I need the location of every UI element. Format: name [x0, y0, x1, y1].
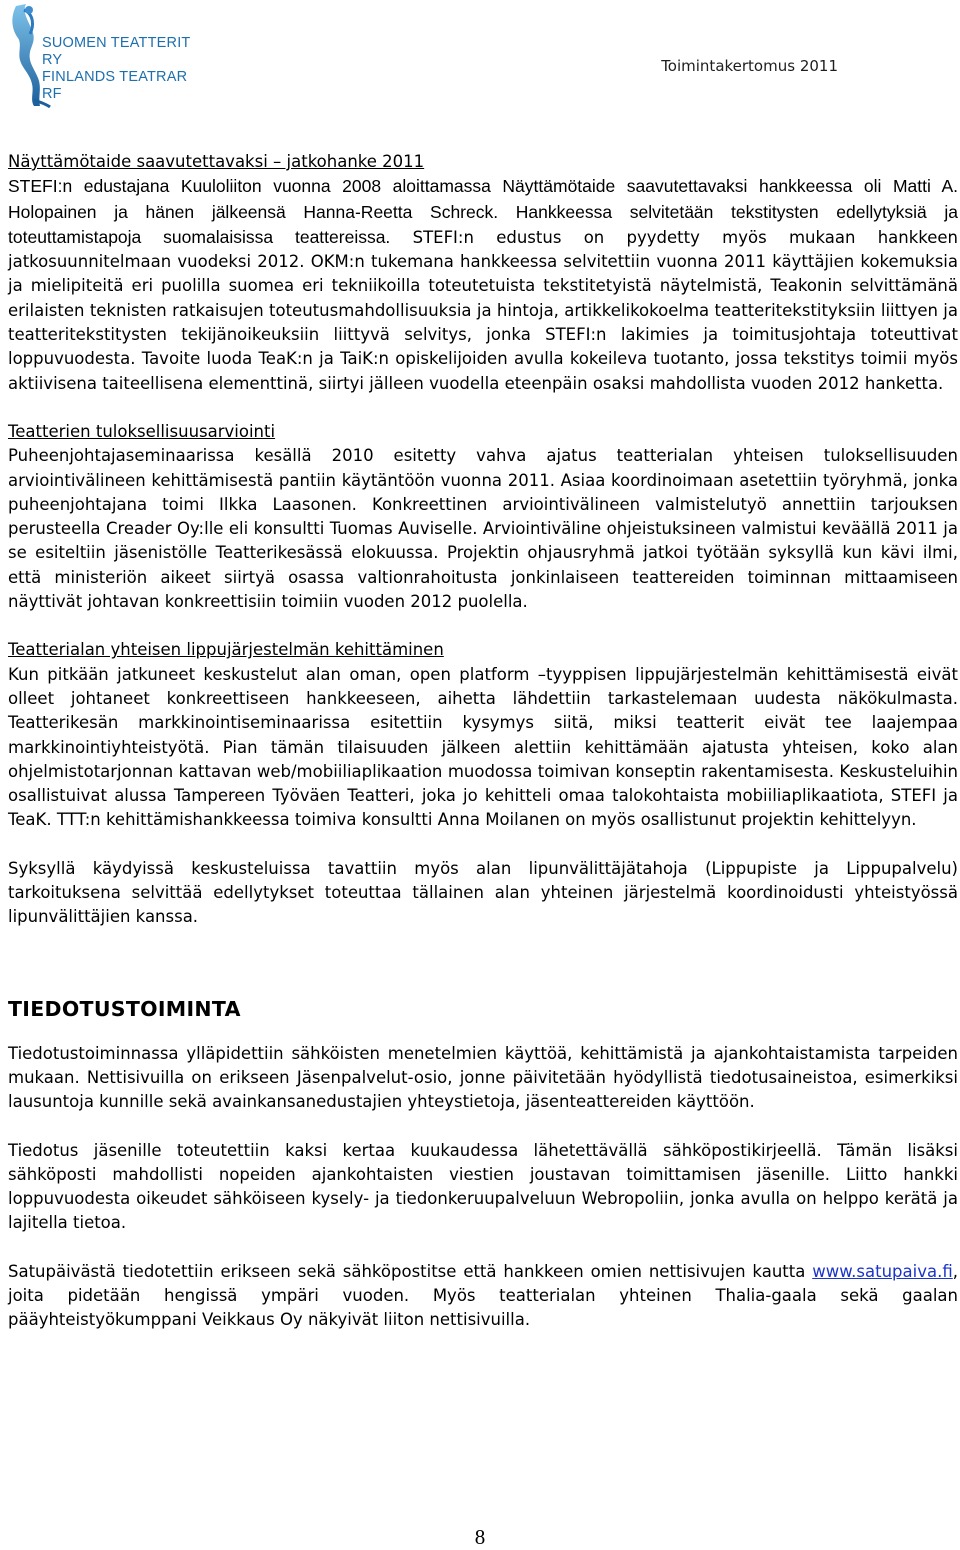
- spacer: [8, 396, 958, 420]
- spacer: [8, 614, 958, 638]
- spacer: [8, 1022, 958, 1042]
- paragraph-text-segment: STEFI:n edustajana Kuuloliiton vuonna 2008 aloittamassa Näyttämötaide saavutettavaksi hankkeessa oli Matti A. Holopainen ja hänen jälkeensä Hanna-Reetta Schreck. Hankkeessa selvitetään tekstitysten edellytyksiä ja toteuttamistapoja suomalaisissa teattereissa.: [8, 176, 958, 247]
- communications-paragraph-2: Tiedotus jäsenille toteutettiin kaksi kertaa kuukaudessa lähetettävällä sähköpostikirjeellä. Tämän lisäksi sähköposti mahdollisti nopeiden ajankohtaisten viestien joustavan toimittamisen jäsenille. Liitto hankki loppuvuodesta oikeudet sähköiseen kysely- ja tiedonkeruupalveluun Webropoliin, jonka avulla on helppo kerätä ja lajitella tietoa.: [8, 1140, 958, 1233]
- paragraph-text-segment: , joita pidetään hengissä ympäri vuoden. Myös teatterialan yhteinen Thalia-gaala sekä gaalan pääyhteistyökumppani Veikkaus Oy näkyivät liiton nettisivuilla.: [8, 1261, 958, 1330]
- section-heading-performance-evaluation: Teatterien tuloksellisuusarviointi: [8, 421, 276, 441]
- page-number: 8: [474, 1525, 486, 1549]
- paragraph-text-segment: STEFI:n edustus on pyydetty myös mukaan hankkeen jatkosuunnitelmaan vuodeksi 2012. OKM:n tukemana hankkeessa selvitettiin vuonna 2011 käyttäjien kokemuksia ja mielipiteitä eri puolilla suomea eri tekniikoilla toteutetuista tekstitetyistä näytelmistä, Teakonin selvittämänä erilaisten teknisten ratkaisujen toteutusmahdollisuuksia ja hintoja, artikkelikokoelma teatteritekstityksiin liittyen ja teatteritekstitysten tekijänoikeuksiin liittyvä selvitys, jonka STEFI:n lakimies ja toimitusjohtaja toteuttivat loppuvuodesta. Tavoite luoda TeaK:n ja TaiK:n opiskelijoiden avulla kokeileva tuotanto, jossa tekstitys toimii myös aktiivisena taiteellisena elementtinä, siirtyi jälleen vuodella eteenpäin osaksi mahdollista vuoden 2012 hanketta.: [8, 227, 959, 393]
- spacer: [8, 1115, 958, 1139]
- communications-paragraph-1: Tiedotustoiminnassa ylläpidettiin sähköisten menetelmien käyttöä, kehittämistä ja ajankohtaistamista tarpeiden mukaan. Nettisivuilla on erikseen Jäsenpalvelut-osio, jonne päivitetään hyödyllistä tiedotusaineistoa, esimerkiksi lausuntoja kunnille sekä avainkansanedustajien yhteystietoja, jäsenteattereiden käyttöön.: [8, 1043, 958, 1112]
- section-heading-ticketing-system: Teatterialan yhteisen lippujärjestelmän kehittäminen: [8, 640, 444, 660]
- section-heading-accessible-theatre: Näyttämötaide saavutettavaksi – jatkohanke 2011: [8, 152, 425, 171]
- satupaiva-link[interactable]: www.satupaiva.fi: [812, 1261, 953, 1281]
- section-paragraph-accessible-theatre: [8, 174, 958, 396]
- spacer: [8, 1236, 958, 1260]
- section-title-communications: TIEDOTUSTOIMINTA: [8, 996, 241, 1021]
- paragraph-text-segment: Satupäivästä tiedotettiin erikseen sekä sähköpostitse että hankkeen omien nettisivujen kautta: [8, 1261, 813, 1281]
- spacer: [8, 930, 958, 996]
- section-paragraph-ticketing-system: Kun pitkään jatkuneet keskustelut alan oman, open platform –tyyppisen lippujärjestelmän kehittämisestä eivät olleet johtaneet konkreettiseen hankkeeseen, aihetta lähdettiin tarkastelemaan uudesta näkökulmasta. Teatterikesän markkinointiseminaarissa esitettiin kysymys siitä, miksi teatterit eivät tee laajempaa markkinointiyhteistyötä. Pian tämän tilaisuuden jälkeen alettiin kehittämään ajatusta yhteisen, koko alan ohjelmistotarjonnan kattavan web/mobiiliaplikaation muodossa toimivan konseptin rakentamisesta. Keskusteluihin osallistuivat alussa Tampereen Työväen Teatteri, joka jo kehitteli omaa talokohtaista mobiiliaplikaatiota, STEFI ja TeaK. TTT:n kehittämishankkeessa toimiva konsultti Anna Moilanen on myös osallistunut projektin kehittelyyn.: [8, 664, 958, 830]
- document-body: [8, 150, 958, 1333]
- report-title: Toimintakertomus 2011: [661, 57, 838, 75]
- logo-line-1: SUOMEN TEATTERIT RY: [42, 35, 191, 68]
- logo-line-2: FINLANDS TEATRAR RF: [42, 69, 188, 102]
- section-paragraph-performance-evaluation: Puheenjohtajaseminaarissa kesällä 2010 esitetty vahva ajatus teatterialan yhteisen tuloksellisuuden arviointivälineen kehittämisestä pantiin käytäntöön vuonna 2011. Asiaa koordinoimaan asetettiin työryhmä, jonka puheenjohtajana toimi Ilkka Laasonen. Konkreettinen arviointivälineen valmistelutyö annettiin tarjouksen perusteella Creader Oy:lle eli konsultti Tuomas Auviselle. Arviointiväline ohjeistuksineen valmistui keväällä 2011 ja se esiteltiin jäsenistölle Teatterikesässä elokuussa. Projektin ohjausryhmä jatkoi työtään syksyllä kun kävi ilmi, että ministeriön aikeet siirtyä osassa valtionrahoitusta jonkinlaiseen teattereiden toiminnan mittaamiseen näyttivät johtavan konkreettisiin toimiin vuoden 2012 puolella.: [8, 446, 958, 612]
- logo-wordmark: [42, 35, 204, 103]
- communications-paragraph-3: [8, 1260, 958, 1333]
- organization-logo: [4, 4, 204, 108]
- section-paragraph-ticketing-system-2: Syksyllä käydyissä keskusteluissa tavattiin myös alan lipunvälittäjätahoja (Lippupiste ja Lippupalvelu) tarkoituksena selvittää edellytykset toteuttaa tällainen alan yhteinen järjestelmä koordinoidusti yhteistyössä lipunvälittäjien kanssa.: [8, 858, 958, 927]
- spacer: [8, 833, 958, 857]
